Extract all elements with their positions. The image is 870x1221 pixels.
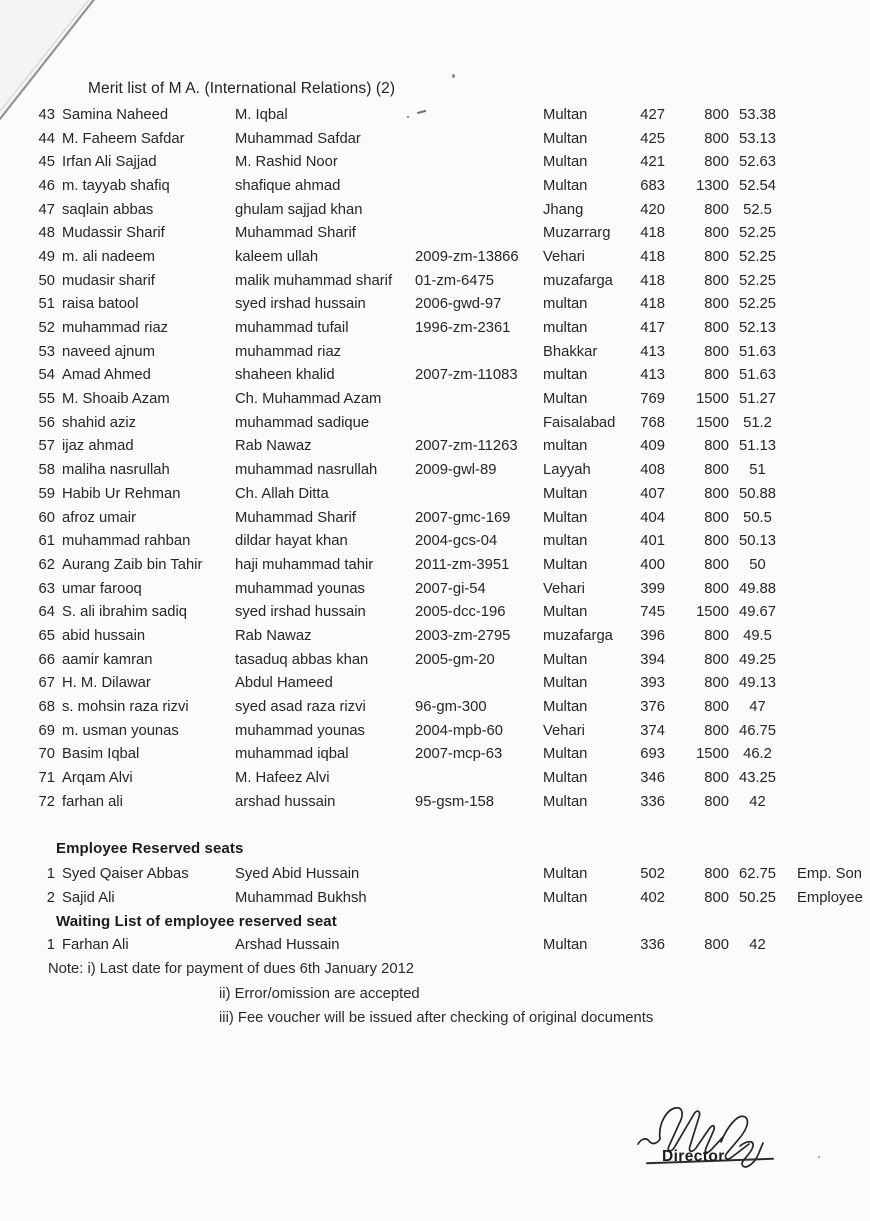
city: Multan [543,391,588,408]
merit-row [0,695,870,719]
serial-number: 60 [38,509,55,526]
percentage: 50 [749,556,766,573]
serial-number: 57 [38,438,55,455]
percentage: 52.25 [738,272,777,289]
marks-obtained: 336 [640,793,665,810]
registration-number: 2007-gmc-169 [415,509,511,526]
marks-obtained: 396 [640,627,665,644]
marks-obtained: 420 [640,201,665,218]
marks-obtained: 374 [640,722,665,739]
serial-number: 56 [38,414,55,431]
serial-number: 1 [46,936,55,953]
total-marks: 800 [704,367,729,384]
student-name: Irfan Ali Sajjad [62,154,157,171]
marks-obtained: 418 [640,272,665,289]
serial-number: 61 [38,533,55,550]
percentage: 51.2 [743,414,772,431]
percentage: 53.38 [738,106,777,123]
marks-obtained: 376 [640,699,665,716]
student-name: saqlain abbas [62,201,154,218]
merit-row [0,482,870,506]
city: Vehari [543,722,585,739]
city: Multan [543,865,588,882]
serial-number: 44 [38,130,55,147]
percentage: 49.25 [738,651,777,668]
marks-obtained: 413 [640,367,665,384]
serial-number: 62 [38,556,55,573]
percentage: 49.88 [738,580,777,597]
merit-row [0,553,870,577]
percentage: 52.13 [738,320,777,337]
total-marks: 800 [704,889,729,906]
total-marks: 800 [704,106,729,123]
city: Multan [543,106,588,123]
student-name: naveed ajnum [62,343,155,360]
total-marks: 800 [704,793,729,810]
serial-number: 65 [38,627,55,644]
merit-row [0,221,870,245]
total-marks: 800 [704,248,729,265]
marks-obtained: 402 [640,889,665,906]
employee-row [0,886,870,910]
city: muzafarga [543,272,613,289]
merit-row [0,743,870,767]
percentage: 52.25 [738,296,777,313]
father-name: Muhammad Sharif [235,225,356,242]
percentage: 49.13 [738,675,777,692]
father-name: Muhammad Bukhsh [235,889,367,906]
marks-obtained: 418 [640,296,665,313]
father-name: muhammad younas [235,722,365,739]
total-marks: 800 [704,320,729,337]
student-name: m. usman younas [62,722,179,739]
marks-obtained: 346 [640,770,665,787]
student-name: shahid aziz [62,414,137,431]
waiting-list-rows [0,933,870,957]
percentage: 51.63 [738,343,777,360]
merit-row [0,648,870,672]
city: Bhakkar [543,343,598,360]
total-marks: 1300 [696,177,729,194]
student-name: mudasir sharif [62,272,155,289]
student-name: Farhan Ali [62,936,129,953]
merit-row [0,174,870,198]
percentage: 49.5 [743,627,772,644]
percentage: 52.54 [738,177,777,194]
merit-row [0,577,870,601]
merit-row [0,672,870,696]
city: Multan [543,509,588,526]
total-marks: 1500 [696,746,729,763]
merit-row [0,245,870,269]
total-marks: 800 [704,865,729,882]
merit-row [0,293,870,317]
registration-number: 2011-zm-3951 [415,556,510,573]
total-marks: 800 [704,272,729,289]
marks-obtained: 418 [640,248,665,265]
city: multan [543,296,588,313]
city: Multan [543,177,588,194]
percentage: 51.63 [738,367,777,384]
registration-number: 1996-zm-2361 [415,320,511,337]
father-name: ghulam sajjad khan [235,201,363,218]
marks-obtained: 745 [640,604,665,621]
serial-number: 2 [46,889,55,906]
father-name: syed irshad hussain [235,604,366,621]
serial-number: 52 [38,320,55,337]
student-name: M. Faheem Safdar [62,130,185,147]
registration-number: 96-gm-300 [415,699,487,716]
student-name: maliha nasrullah [62,462,170,479]
marks-obtained: 393 [640,675,665,692]
merit-row [0,316,870,340]
student-name: Aurang Zaib bin Tahir [62,556,203,573]
merit-row [0,766,870,790]
student-name: farhan ali [62,793,123,810]
marks-obtained: 409 [640,438,665,455]
city: multan [543,438,588,455]
merit-row [0,269,870,293]
city: multan [543,533,588,550]
father-name: haji muhammad tahir [235,556,374,573]
marks-obtained: 407 [640,485,665,502]
father-name: Muhammad Sharif [235,509,356,526]
student-name: S. ali ibrahim sadiq [62,604,188,621]
city: Multan [543,130,588,147]
city: Multan [543,699,588,716]
registration-number: 2005-dcc-196 [415,604,506,621]
father-name: kaleem ullah [235,248,319,265]
student-name: Mudassir Sharif [62,225,165,242]
father-name: Ch. Allah Ditta [235,485,329,502]
merit-row [0,103,870,127]
serial-number: 70 [38,746,55,763]
employee-row [0,862,870,886]
serial-number: 49 [38,248,55,265]
merit-row [0,364,870,388]
merit-row [0,127,870,151]
city: Multan [543,651,588,668]
waiting-list-heading: Waiting List of employee reserved seat [56,913,337,930]
student-name: Amad Ahmed [62,367,151,384]
serial-number: 50 [38,272,55,289]
total-marks: 800 [704,201,729,218]
registration-number: 2007-gi-54 [415,580,486,597]
total-marks: 800 [704,485,729,502]
total-marks: 800 [704,438,729,455]
marks-obtained: 400 [640,556,665,573]
city: multan [543,367,588,384]
merit-row [0,624,870,648]
father-name: dildar hayat khan [235,533,348,550]
city: Layyah [543,462,591,479]
student-name: m. tayyab shafiq [62,177,170,194]
father-name: Rab Nawaz [235,438,312,455]
registration-number: 2007-zm-11263 [415,438,518,455]
father-name: muhammad sadique [235,414,370,431]
marks-obtained: 394 [640,651,665,668]
father-name: muhammad tufail [235,320,349,337]
father-name: muhammad iqbal [235,746,349,763]
marks-obtained: 336 [640,936,665,953]
student-name: aamir kamran [62,651,153,668]
father-name: Ch. Muhammad Azam [235,391,382,408]
serial-number: 46 [38,177,55,194]
serial-number: 66 [38,651,55,668]
marks-obtained: 425 [640,130,665,147]
total-marks: 800 [704,462,729,479]
serial-number: 64 [38,604,55,621]
student-name: muhammad rahban [62,533,191,550]
director-signature-label: Director [662,1148,725,1165]
merit-row [0,719,870,743]
total-marks: 1500 [696,391,729,408]
father-name: muhammad nasrullah [235,462,378,479]
marks-obtained: 404 [640,509,665,526]
merit-row [0,340,870,364]
serial-number: 69 [38,722,55,739]
city: Multan [543,889,588,906]
city: multan [543,320,588,337]
total-marks: 800 [704,533,729,550]
merit-list-rows [0,103,870,814]
registration-number: 2004-gcs-04 [415,533,498,550]
marks-obtained: 502 [640,865,665,882]
percentage: 62.75 [738,865,777,882]
percentage: 43.25 [738,770,777,787]
father-name: tasaduq abbas khan [235,651,369,668]
serial-number: 51 [38,296,55,313]
student-name: Basim Iqbal [62,746,140,763]
marks-obtained: 693 [640,746,665,763]
father-name: Abdul Hameed [235,675,333,692]
marks-obtained: 399 [640,580,665,597]
total-marks: 800 [704,627,729,644]
percentage: 52.25 [738,248,777,265]
father-name: syed asad raza rizvi [235,699,366,716]
student-name: Habib Ur Rehman [62,485,181,502]
percentage: 50.25 [738,889,777,906]
employee-reserved-rows [0,862,870,909]
total-marks: 800 [704,556,729,573]
student-name: afroz umair [62,509,137,526]
registration-number: 2005-gm-20 [415,651,495,668]
percentage: 52.63 [738,154,777,171]
percentage: 51.27 [738,391,777,408]
total-marks: 800 [704,722,729,739]
father-name: shafique ahmad [235,177,341,194]
total-marks: 800 [704,343,729,360]
marks-obtained: 769 [640,391,665,408]
serial-number: 53 [38,343,55,360]
serial-number: 67 [38,675,55,692]
father-name: shaheen khalid [235,367,335,384]
percentage: 50.88 [738,485,777,502]
city: Jhang [543,201,584,218]
percentage: 51 [749,462,766,479]
registration-number: 2004-mpb-60 [415,722,504,739]
marks-obtained: 427 [640,106,665,123]
city: Multan [543,154,588,171]
marks-obtained: 683 [640,177,665,194]
father-name: arshad hussain [235,793,336,810]
marks-obtained: 413 [640,343,665,360]
registration-number: 2007-zm-11083 [415,367,518,384]
marks-obtained: 408 [640,462,665,479]
father-name: Muhammad Safdar [235,130,361,147]
percentage: 46.75 [738,722,777,739]
student-name: muhammad riaz [62,320,169,337]
percentage: 42 [749,793,766,810]
serial-number: 43 [38,106,55,123]
student-name: Samina Naheed [62,106,169,123]
waiting-row [0,933,870,957]
percentage: 52.25 [738,225,777,242]
page-title: Merit list of M A. (International Relations) (2) [88,80,396,97]
city: Multan [543,556,588,573]
total-marks: 800 [704,699,729,716]
remark: Employee [797,889,863,906]
merit-row [0,458,870,482]
student-name: abid hussain [62,627,146,644]
student-name: Arqam Alvi [62,770,133,787]
serial-number: 47 [38,201,55,218]
merit-row [0,198,870,222]
merit-row [0,790,870,814]
father-name: M. Hafeez Alvi [235,770,330,787]
percentage: 51.13 [738,438,777,455]
city: Multan [543,485,588,502]
father-name: Syed Abid Hussain [235,865,360,882]
marks-obtained: 768 [640,414,665,431]
registration-number: 2007-mcp-63 [415,746,503,763]
registration-number: 2009-gwl-89 [415,462,497,479]
serial-number: 48 [38,225,55,242]
student-name: Sajid Ali [62,889,115,906]
merit-row [0,506,870,530]
total-marks: 800 [704,651,729,668]
registration-number: 2009-zm-13866 [415,248,519,265]
city: Faisalabad [543,414,616,431]
student-name: umar farooq [62,580,142,597]
father-name: M. Iqbal [235,106,288,123]
signature-block [628,1100,828,1200]
percentage: 42 [749,936,766,953]
marks-obtained: 421 [640,154,665,171]
serial-number: 63 [38,580,55,597]
serial-number: 1 [46,865,55,882]
total-marks: 800 [704,225,729,242]
total-marks: 800 [704,509,729,526]
total-marks: 800 [704,580,729,597]
total-marks: 1500 [696,604,729,621]
city: Multan [543,770,588,787]
father-name: M. Rashid Noor [235,154,338,171]
merit-row [0,387,870,411]
city: Multan [543,793,588,810]
city: Multan [543,746,588,763]
city: Multan [543,604,588,621]
registration-number: 2006-gwd-97 [415,296,502,313]
merit-row [0,150,870,174]
father-name: malik muhammad sharif [235,272,393,289]
percentage: 50.5 [743,509,772,526]
serial-number: 71 [38,770,55,787]
father-name: muhammad riaz [235,343,342,360]
serial-number: 68 [38,699,55,716]
marks-obtained: 418 [640,225,665,242]
serial-number: 45 [38,154,55,171]
total-marks: 800 [704,675,729,692]
total-marks: 800 [704,936,729,953]
percentage: 47 [749,699,766,716]
registration-number: 95-gsm-158 [415,793,494,810]
city: Multan [543,936,588,953]
employee-reserved-heading: Employee Reserved seats [56,840,244,857]
percentage: 50.13 [738,533,777,550]
registration-number: 01-zm-6475 [415,272,494,289]
total-marks: 800 [704,154,729,171]
student-name: s. mohsin raza rizvi [62,699,189,716]
city: Vehari [543,248,585,265]
merit-row [0,411,870,435]
city: Muzarrarg [543,225,611,242]
remark: Emp. Son [797,865,862,882]
total-marks: 800 [704,770,729,787]
total-marks: 800 [704,296,729,313]
marks-obtained: 417 [640,320,665,337]
city: Vehari [543,580,585,597]
percentage: 52.5 [743,201,772,218]
percentage: 46.2 [743,746,772,763]
city: muzafarga [543,627,613,644]
merit-row [0,435,870,459]
total-marks: 1500 [696,414,729,431]
percentage: 49.67 [738,604,777,621]
serial-number: 59 [38,485,55,502]
note-line-3: iii) Fee voucher will be issued after checking of original documents [219,1010,654,1026]
scan-speck [452,74,455,78]
city: Multan [543,675,588,692]
note-line-2: ii) Error/omission are accepted [219,986,420,1002]
percentage: 53.13 [738,130,777,147]
total-marks: 800 [704,130,729,147]
merit-row [0,600,870,624]
father-name: Arshad Hussain [235,936,340,953]
student-name: H. M. Dilawar [62,675,151,692]
serial-number: 55 [38,391,55,408]
father-name: Rab Nawaz [235,627,312,644]
signature-scribble [628,1100,798,1190]
student-name: M. Shoaib Azam [62,391,170,408]
student-name: raisa batool [62,296,139,313]
registration-number: 2003-zm-2795 [415,627,511,644]
student-name: ijaz ahmad [62,438,134,455]
serial-number: 54 [38,367,55,384]
student-name: m. ali nadeem [62,248,155,265]
serial-number: 72 [38,793,55,810]
student-name: Syed Qaiser Abbas [62,865,189,882]
father-name: syed irshad hussain [235,296,366,313]
merit-row [0,529,870,553]
marks-obtained: 401 [640,533,665,550]
father-name: muhammad younas [235,580,365,597]
serial-number: 58 [38,462,55,479]
note-line-1: Note: i) Last date for payment of dues 6th January 2012 [48,961,415,977]
